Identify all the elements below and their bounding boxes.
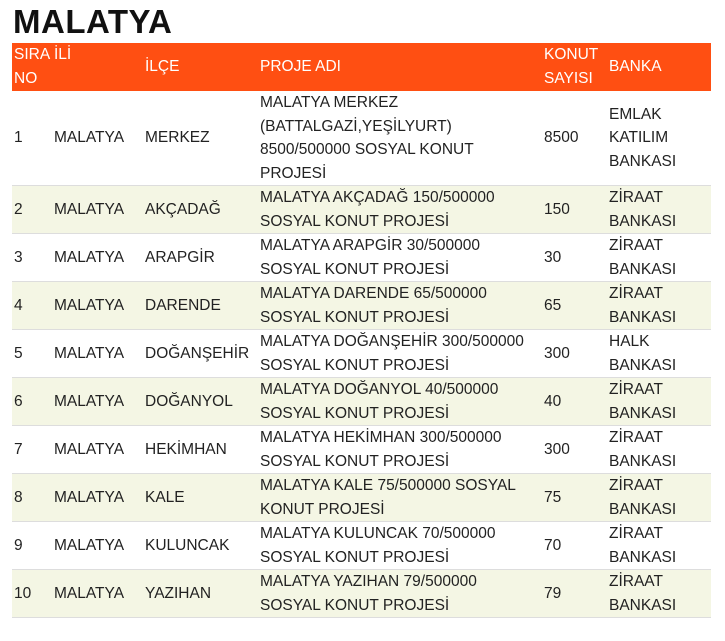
cell-ili-text: MALATYA	[54, 440, 125, 458]
cell-banka-line: BANKASI	[609, 356, 677, 374]
cell-konut-sayisi	[542, 186, 607, 234]
table-row	[12, 330, 711, 378]
cell-ili	[52, 330, 143, 378]
cell-ili	[52, 234, 143, 282]
table-row	[12, 186, 711, 234]
cell-banka	[607, 522, 711, 570]
table-row	[12, 522, 711, 570]
cell-ilce-text: KULUNCAK	[145, 536, 230, 554]
cell-banka-line: BANKASI	[609, 308, 677, 326]
cell-ili-text: MALATYA	[54, 248, 125, 266]
cell-ili-text: MALATYA	[54, 392, 125, 410]
cell-ilce	[143, 474, 258, 522]
cell-banka-line: ZİRAAT	[609, 237, 663, 254]
cell-banka-line: ZİRAAT	[609, 573, 663, 590]
cell-sira-no	[12, 91, 52, 186]
cell-ilce-text: ARAPGİR	[145, 248, 215, 266]
cell-konut-sayisi-text: 40	[544, 392, 562, 410]
cell-proje-adi-line: PROJESİ	[260, 164, 327, 182]
cell-banka-line: ZİRAAT	[609, 285, 663, 302]
cell-ili-text: MALATYA	[54, 296, 125, 314]
cell-proje-adi-line: MALATYA ARAPGİR 30/500000	[260, 237, 480, 254]
cell-konut-sayisi	[542, 234, 607, 282]
table-row	[12, 282, 711, 330]
cell-ili	[52, 378, 143, 426]
cell-konut-sayisi-text: 150	[544, 200, 570, 218]
cell-ilce	[143, 186, 258, 234]
cell-proje-adi	[258, 282, 542, 330]
cell-proje-adi-line: MALATYA DARENDE 65/500000	[260, 285, 487, 302]
cell-konut-sayisi	[542, 91, 607, 186]
cell-sira-no-text: 10	[14, 584, 32, 602]
cell-konut-sayisi-text: 75	[544, 488, 562, 506]
cell-ilce-text: HEKİMHAN	[145, 440, 227, 458]
header-proje-adi: PROJE ADI	[258, 43, 542, 91]
cell-konut-sayisi	[542, 330, 607, 378]
cell-sira-no	[12, 426, 52, 474]
table-row	[12, 91, 711, 186]
cell-banka-line: BANKASI	[609, 452, 677, 470]
cell-proje-adi	[258, 474, 542, 522]
page-title: MALATYA	[13, 3, 173, 40]
cell-proje-adi-line: MALATYA AKÇADAĞ 150/500000	[260, 189, 495, 206]
cell-proje-adi-line: MALATYA KALE 75/500000 SOSYAL	[260, 477, 516, 494]
cell-sira-no	[12, 474, 52, 522]
cell-proje-adi-line: SOSYAL KONUT PROJESİ	[260, 308, 450, 326]
cell-banka	[607, 282, 711, 330]
cell-proje-adi-line: MALATYA DOĞANŞEHİR 300/500000	[260, 333, 524, 350]
cell-konut-sayisi-text: 300	[544, 344, 570, 362]
cell-sira-no-text: 1	[14, 129, 23, 147]
cell-ili	[52, 282, 143, 330]
cell-ilce-text: AKÇADAĞ	[145, 200, 221, 218]
cell-banka-line: EMLAK	[609, 105, 662, 123]
cell-konut-sayisi-text: 8500	[544, 129, 579, 147]
cell-sira-no-text: 2	[14, 200, 23, 218]
cell-sira-no	[12, 234, 52, 282]
cell-proje-adi-line: SOSYAL KONUT PROJESİ	[260, 260, 450, 278]
header-ili: İLİ	[52, 43, 143, 91]
cell-ilce	[143, 378, 258, 426]
cell-konut-sayisi	[542, 426, 607, 474]
cell-ilce-text: YAZIHAN	[145, 584, 212, 602]
cell-ili	[52, 474, 143, 522]
cell-ili	[52, 426, 143, 474]
cell-sira-no-text: 6	[14, 392, 23, 410]
cell-sira-no-text: 9	[14, 536, 23, 554]
cell-konut-sayisi	[542, 282, 607, 330]
cell-proje-adi-line: SOSYAL KONUT PROJESİ	[260, 404, 450, 422]
cell-ilce	[143, 426, 258, 474]
cell-ilce	[143, 330, 258, 378]
table-row	[12, 234, 711, 282]
cell-ili	[52, 522, 143, 570]
cell-ilce-text: MERKEZ	[145, 129, 210, 147]
cell-sira-no	[12, 570, 52, 618]
cell-sira-no-text: 7	[14, 440, 23, 458]
cell-proje-adi-line: SOSYAL KONUT PROJESİ	[260, 212, 450, 230]
projects-table	[12, 43, 711, 618]
header-sira-no: SIRA NO	[12, 43, 52, 91]
cell-ili-text: MALATYA	[54, 536, 125, 554]
cell-proje-adi	[258, 426, 542, 474]
cell-banka-line: BANKASI	[609, 152, 677, 170]
cell-konut-sayisi-text: 65	[544, 296, 562, 314]
cell-konut-sayisi	[542, 522, 607, 570]
cell-ili-text: MALATYA	[54, 584, 125, 602]
cell-proje-adi	[258, 522, 542, 570]
cell-proje-adi-line: SOSYAL KONUT PROJESİ	[260, 596, 450, 614]
cell-proje-adi	[258, 570, 542, 618]
cell-sira-no	[12, 378, 52, 426]
cell-proje-adi-line: MALATYA KULUNCAK 70/500000	[260, 525, 496, 542]
cell-proje-adi-line: MALATYA HEKİMHAN 300/500000	[260, 429, 502, 446]
cell-banka	[607, 426, 711, 474]
cell-sira-no-text: 4	[14, 296, 23, 314]
cell-proje-adi-line: MALATYA DOĞANYOL 40/500000	[260, 381, 499, 398]
cell-banka-line: BANKASI	[609, 260, 677, 278]
cell-konut-sayisi-text: 79	[544, 584, 562, 602]
cell-banka-line: ZİRAAT	[609, 429, 663, 446]
cell-banka-line: BANKASI	[609, 212, 677, 230]
cell-ilce-text: DOĞANYOL	[145, 392, 233, 410]
cell-banka-line: BANKASI	[609, 596, 677, 614]
cell-banka	[607, 378, 711, 426]
cell-proje-adi-line: SOSYAL KONUT PROJESİ	[260, 548, 450, 566]
cell-proje-adi-line: SOSYAL KONUT PROJESİ	[260, 356, 450, 374]
cell-ili	[52, 186, 143, 234]
cell-banka	[607, 330, 711, 378]
cell-proje-adi	[258, 234, 542, 282]
cell-ili-text: MALATYA	[54, 129, 125, 147]
cell-proje-adi	[258, 378, 542, 426]
cell-banka-line: BANKASI	[609, 404, 677, 422]
cell-konut-sayisi-text: 300	[544, 440, 570, 458]
cell-banka-line: ZİRAAT	[609, 477, 663, 494]
header-ilce: İLÇE	[143, 43, 258, 91]
cell-ilce	[143, 570, 258, 618]
cell-ili	[52, 570, 143, 618]
cell-konut-sayisi	[542, 378, 607, 426]
header-konut-sayisi: KONUT SAYISI	[542, 43, 607, 91]
cell-ili-text: MALATYA	[54, 200, 125, 218]
cell-sira-no-text: 3	[14, 248, 23, 266]
cell-sira-no	[12, 186, 52, 234]
cell-proje-adi	[258, 186, 542, 234]
cell-proje-adi-line: MALATYA MERKEZ	[260, 94, 399, 111]
cell-proje-adi-line: MALATYA YAZIHAN 79/500000	[260, 573, 477, 590]
table-row	[12, 378, 711, 426]
cell-konut-sayisi-text: 70	[544, 536, 562, 554]
cell-proje-adi	[258, 330, 542, 378]
cell-banka	[607, 234, 711, 282]
cell-proje-adi-line: (BATTALGAZİ,YEŞİLYURT)	[260, 117, 452, 135]
table-body	[12, 91, 711, 618]
cell-ili-text: MALATYA	[54, 488, 125, 506]
cell-ilce-text: DOĞANŞEHİR	[145, 344, 250, 362]
cell-ilce	[143, 91, 258, 186]
table-row	[12, 426, 711, 474]
cell-banka	[607, 91, 711, 186]
cell-konut-sayisi	[542, 570, 607, 618]
table-row	[12, 570, 711, 618]
cell-banka-line: BANKASI	[609, 548, 677, 566]
cell-ilce	[143, 522, 258, 570]
cell-proje-adi-line: KONUT PROJESİ	[260, 500, 385, 518]
cell-ilce	[143, 234, 258, 282]
cell-proje-adi-line: SOSYAL KONUT PROJESİ	[260, 452, 450, 470]
cell-ilce-text: KALE	[145, 488, 185, 506]
cell-sira-no	[12, 522, 52, 570]
cell-ilce	[143, 282, 258, 330]
cell-banka-line: KATILIM	[609, 129, 669, 147]
cell-sira-no	[12, 282, 52, 330]
cell-konut-sayisi-text: 30	[544, 248, 562, 266]
cell-banka-line: HALK	[609, 333, 650, 350]
cell-banka-line: BANKASI	[609, 500, 677, 518]
header-banka: BANKA	[607, 43, 711, 91]
table-header-row	[12, 43, 711, 91]
cell-konut-sayisi	[542, 474, 607, 522]
cell-banka-line: ZİRAAT	[609, 525, 663, 542]
cell-banka	[607, 186, 711, 234]
cell-banka	[607, 570, 711, 618]
cell-banka-line: ZİRAAT	[609, 381, 663, 398]
cell-proje-adi	[258, 91, 542, 186]
cell-ili-text: MALATYA	[54, 344, 125, 362]
cell-sira-no-text: 8	[14, 488, 23, 506]
table-row	[12, 474, 711, 522]
cell-ili	[52, 91, 143, 186]
cell-banka	[607, 474, 711, 522]
cell-ilce-text: DARENDE	[145, 296, 221, 314]
cell-sira-no-text: 5	[14, 344, 23, 362]
cell-sira-no	[12, 330, 52, 378]
cell-proje-adi-line: 8500/500000 SOSYAL KONUT	[260, 141, 474, 158]
cell-banka-line: ZİRAAT	[609, 189, 663, 206]
